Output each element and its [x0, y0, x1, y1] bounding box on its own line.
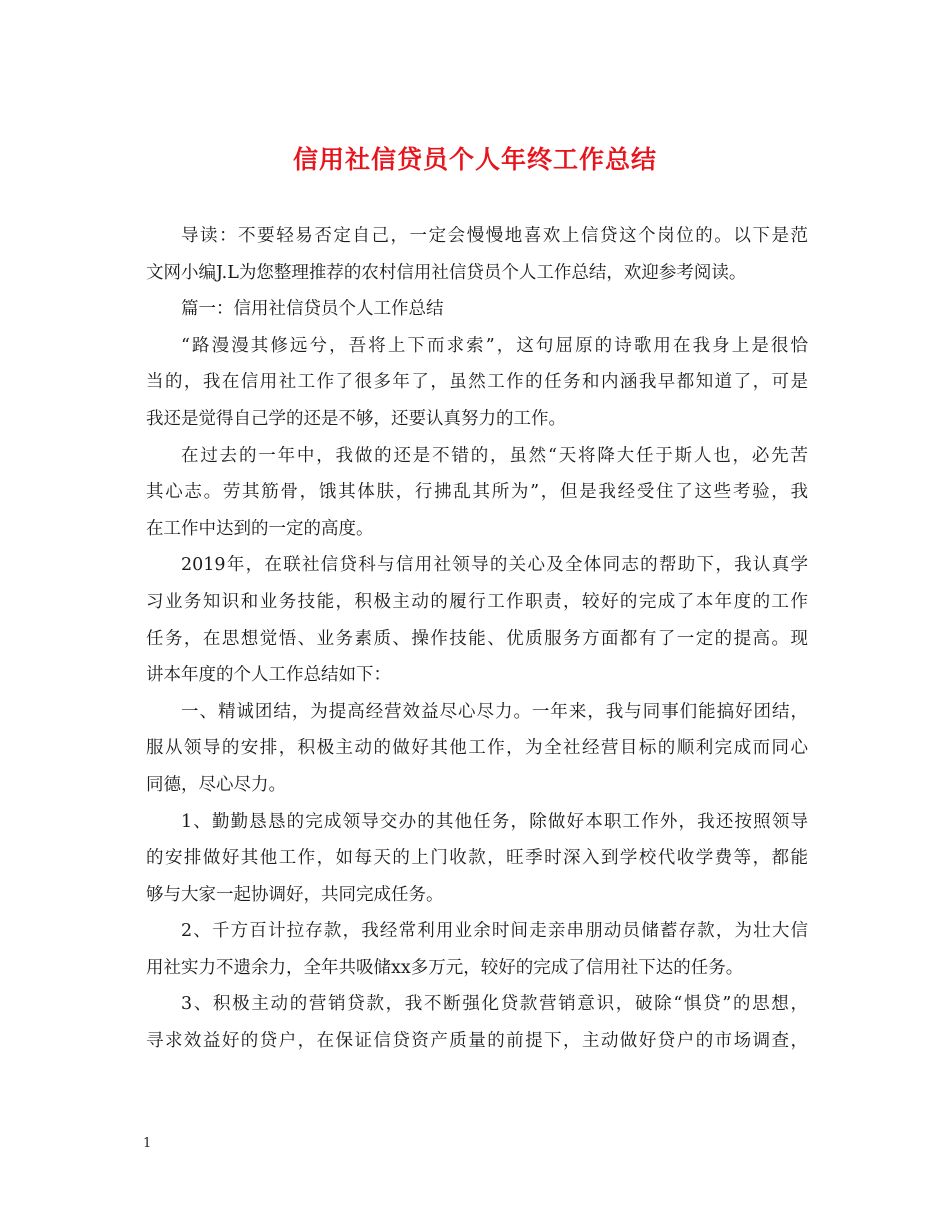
body-line: 在过去的一年中，我做的还是不错的，虽然“天将降大任于斯人也，必先苦 [181, 445, 808, 466]
body-line: 在工作中达到的一定的高度。 [146, 518, 374, 539]
body-line: 的安排做好其他工作，如每天的上门收款，旺季时深入到学校代收学费等，都能 [146, 848, 808, 869]
document-title: 信用社信贷员个人年终工作总结 [292, 145, 657, 174]
body-line: 够与大家一起协调好，共同完成任务。 [146, 884, 444, 905]
body-line: 2019年，在联社信贷科与信用社领导的关心及全体同志的帮助下，我认真学 [181, 555, 808, 576]
body-line: 当的，我在信用社工作了很多年了，虽然工作的任务和内涵我早都知道了，可是 [146, 372, 808, 393]
body-line: 1、勤勤恳恳的完成领导交办的其他任务，除做好本职工作外，我还按照领导 [181, 811, 808, 832]
body-line: “路漫漫其修远兮，吾将上下而求索”，这句屈原的诗歌用在我身上是很恰 [181, 335, 808, 356]
body-line: 寻求效益好的贷户，在保证信贷资产质量的前提下，主动做好贷户的市场调查， [146, 1031, 808, 1052]
body-line: 其心志。劳其筋骨，饿其体肤，行拂乱其所为”，但是我经受住了这些考验，我 [146, 482, 808, 503]
body-line: 用社实力不遗余力，全年共吸储xx多万元，较好的完成了信用社下达的任务。 [146, 957, 744, 978]
body-line: 导读：不要轻易否定自己，一定会慢慢地喜欢上信贷这个岗位的。以下是范 [181, 226, 808, 246]
body-line: 2、千方百计拉存款，我经常利用业余时间走亲串朋动员储蓄存款，为壮大信 [181, 921, 808, 942]
body-line: 篇一：信用社信贷员个人工作总结 [181, 299, 444, 320]
body-line: 讲本年度的个人工作总结如下： [146, 665, 391, 686]
body-line: 习业务知识和业务技能，积极主动的履行工作职责，较好的完成了本年度的工作 [146, 591, 808, 612]
body-line: 我还是觉得自己学的还是不够，还要认真努力的工作。 [146, 408, 566, 429]
body-line: 文网小编J.L为您整理推荐的农村信用社信贷员个人工作总结，欢迎参考阅读。 [146, 262, 747, 283]
body-line: 3、积极主动的营销贷款，我不断强化贷款营销意识，破除“惧贷”的思想， [181, 994, 808, 1015]
body-line: 一、精诚团结，为提高经营效益尽心尽力。一年来，我与同事们能搞好团结， [181, 701, 808, 722]
page-number: 1 [143, 1136, 152, 1151]
body-line: 服从领导的安排，积极主动的做好其他工作，为全社经营目标的顺利完成而同心 [146, 738, 808, 759]
body-line: 任务，在思想觉悟、业务素质、操作技能、优质服务方面都有了一定的提高。现 [146, 628, 808, 649]
body-line: 同德，尽心尽力。 [146, 774, 286, 795]
document-body [146, 218, 808, 1060]
